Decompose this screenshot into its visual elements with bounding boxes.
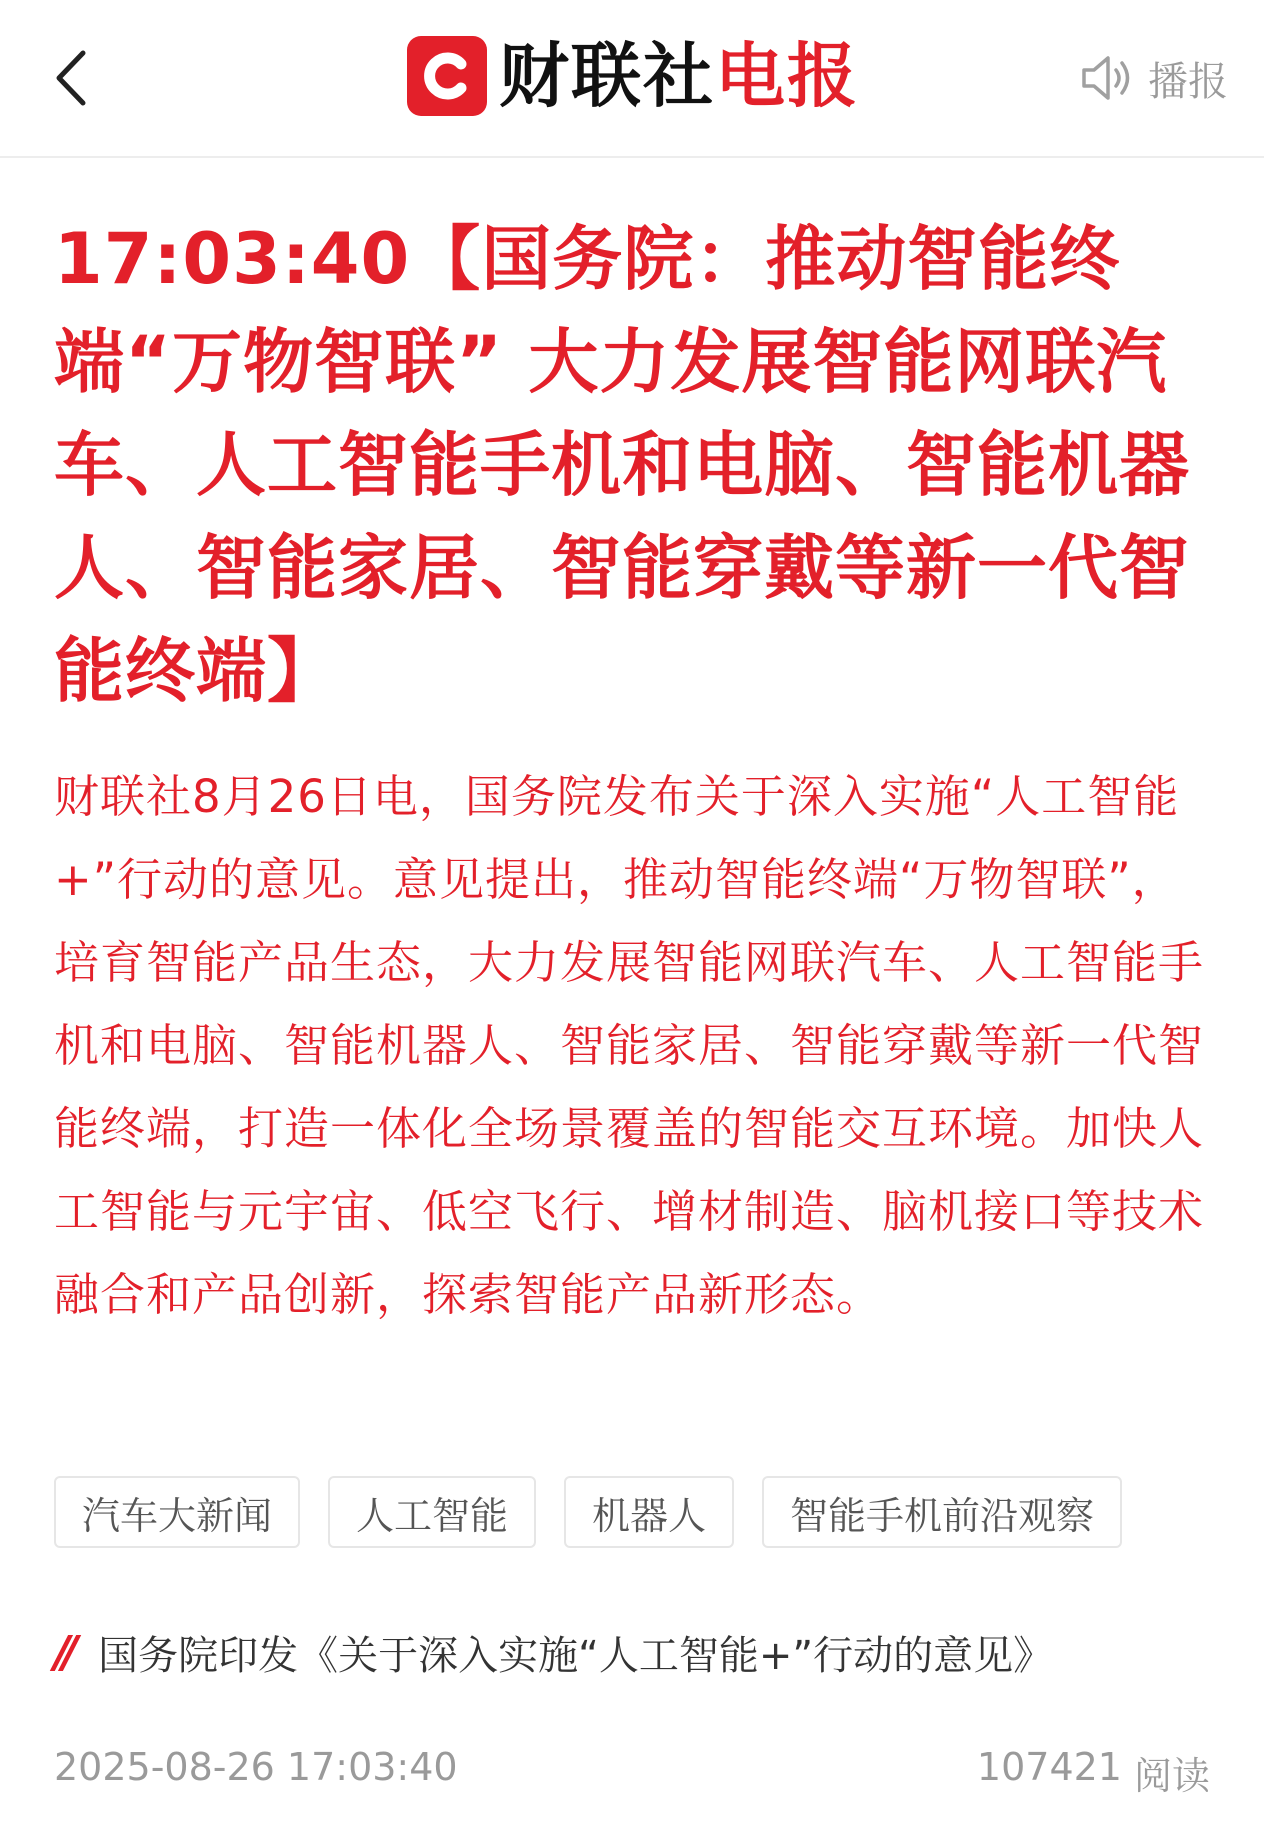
tag-item[interactable]: 机器人 [564, 1476, 734, 1548]
brand-name-accent: 电报 [715, 35, 859, 117]
related-article-title: 国务院印发《关于深入实施“人工智能+”行动的意见》 [98, 1633, 1054, 1679]
publish-date: 2025-08-26 17:03:40 [54, 1745, 458, 1789]
back-button[interactable] [46, 44, 94, 112]
read-count-value: 107421 [976, 1745, 1122, 1789]
tag-item[interactable]: 人工智能 [328, 1476, 536, 1548]
read-count-label: 阅读 [1133, 1754, 1210, 1798]
chevron-left-icon [53, 49, 87, 107]
article-body: 财联社8月26日电，国务院发布关于深入实施“人工智能+”行动的意见。意见提出，推动智能终端“万物智联”，培育智能产品生态，大力发展智能网联汽车、人工智能手机和电脑、智能机器人、智能家居、智能穿戴等新一代智能终端，打造一体化全场景覆盖的智能交互环境。加快人工智能与元宇宙、低空飞行、增材制造、脑机接口等技术融合和产品创新，探索智能产品新形态。 [54, 770, 1205, 1321]
tag-item[interactable]: 汽车大新闻 [54, 1476, 300, 1548]
brand-logo [407, 34, 859, 118]
tag-item[interactable]: 智能手机前沿观察 [762, 1476, 1122, 1548]
brand-name-main: 财联社 [499, 35, 715, 117]
double-slash-icon: // [54, 1627, 71, 1678]
broadcast-button[interactable] [1080, 52, 1228, 104]
tag-list [54, 1476, 1122, 1548]
logo-mark [407, 36, 487, 116]
brand-name [499, 34, 859, 118]
logo-c-icon [417, 46, 477, 106]
read-count [977, 1745, 1210, 1800]
article-title: 17:03:40【国务院：推动智能终端“万物智联” 大力发展智能网联汽车、人工智能手机和电脑、智能机器人、智能家居、智能穿戴等新一代智能终端】 [54, 218, 1190, 712]
top-bar [0, 0, 1264, 158]
broadcast-label: 播报 [1148, 58, 1228, 105]
related-article-link[interactable] [54, 1624, 1053, 1681]
speaker-icon [1080, 54, 1136, 102]
